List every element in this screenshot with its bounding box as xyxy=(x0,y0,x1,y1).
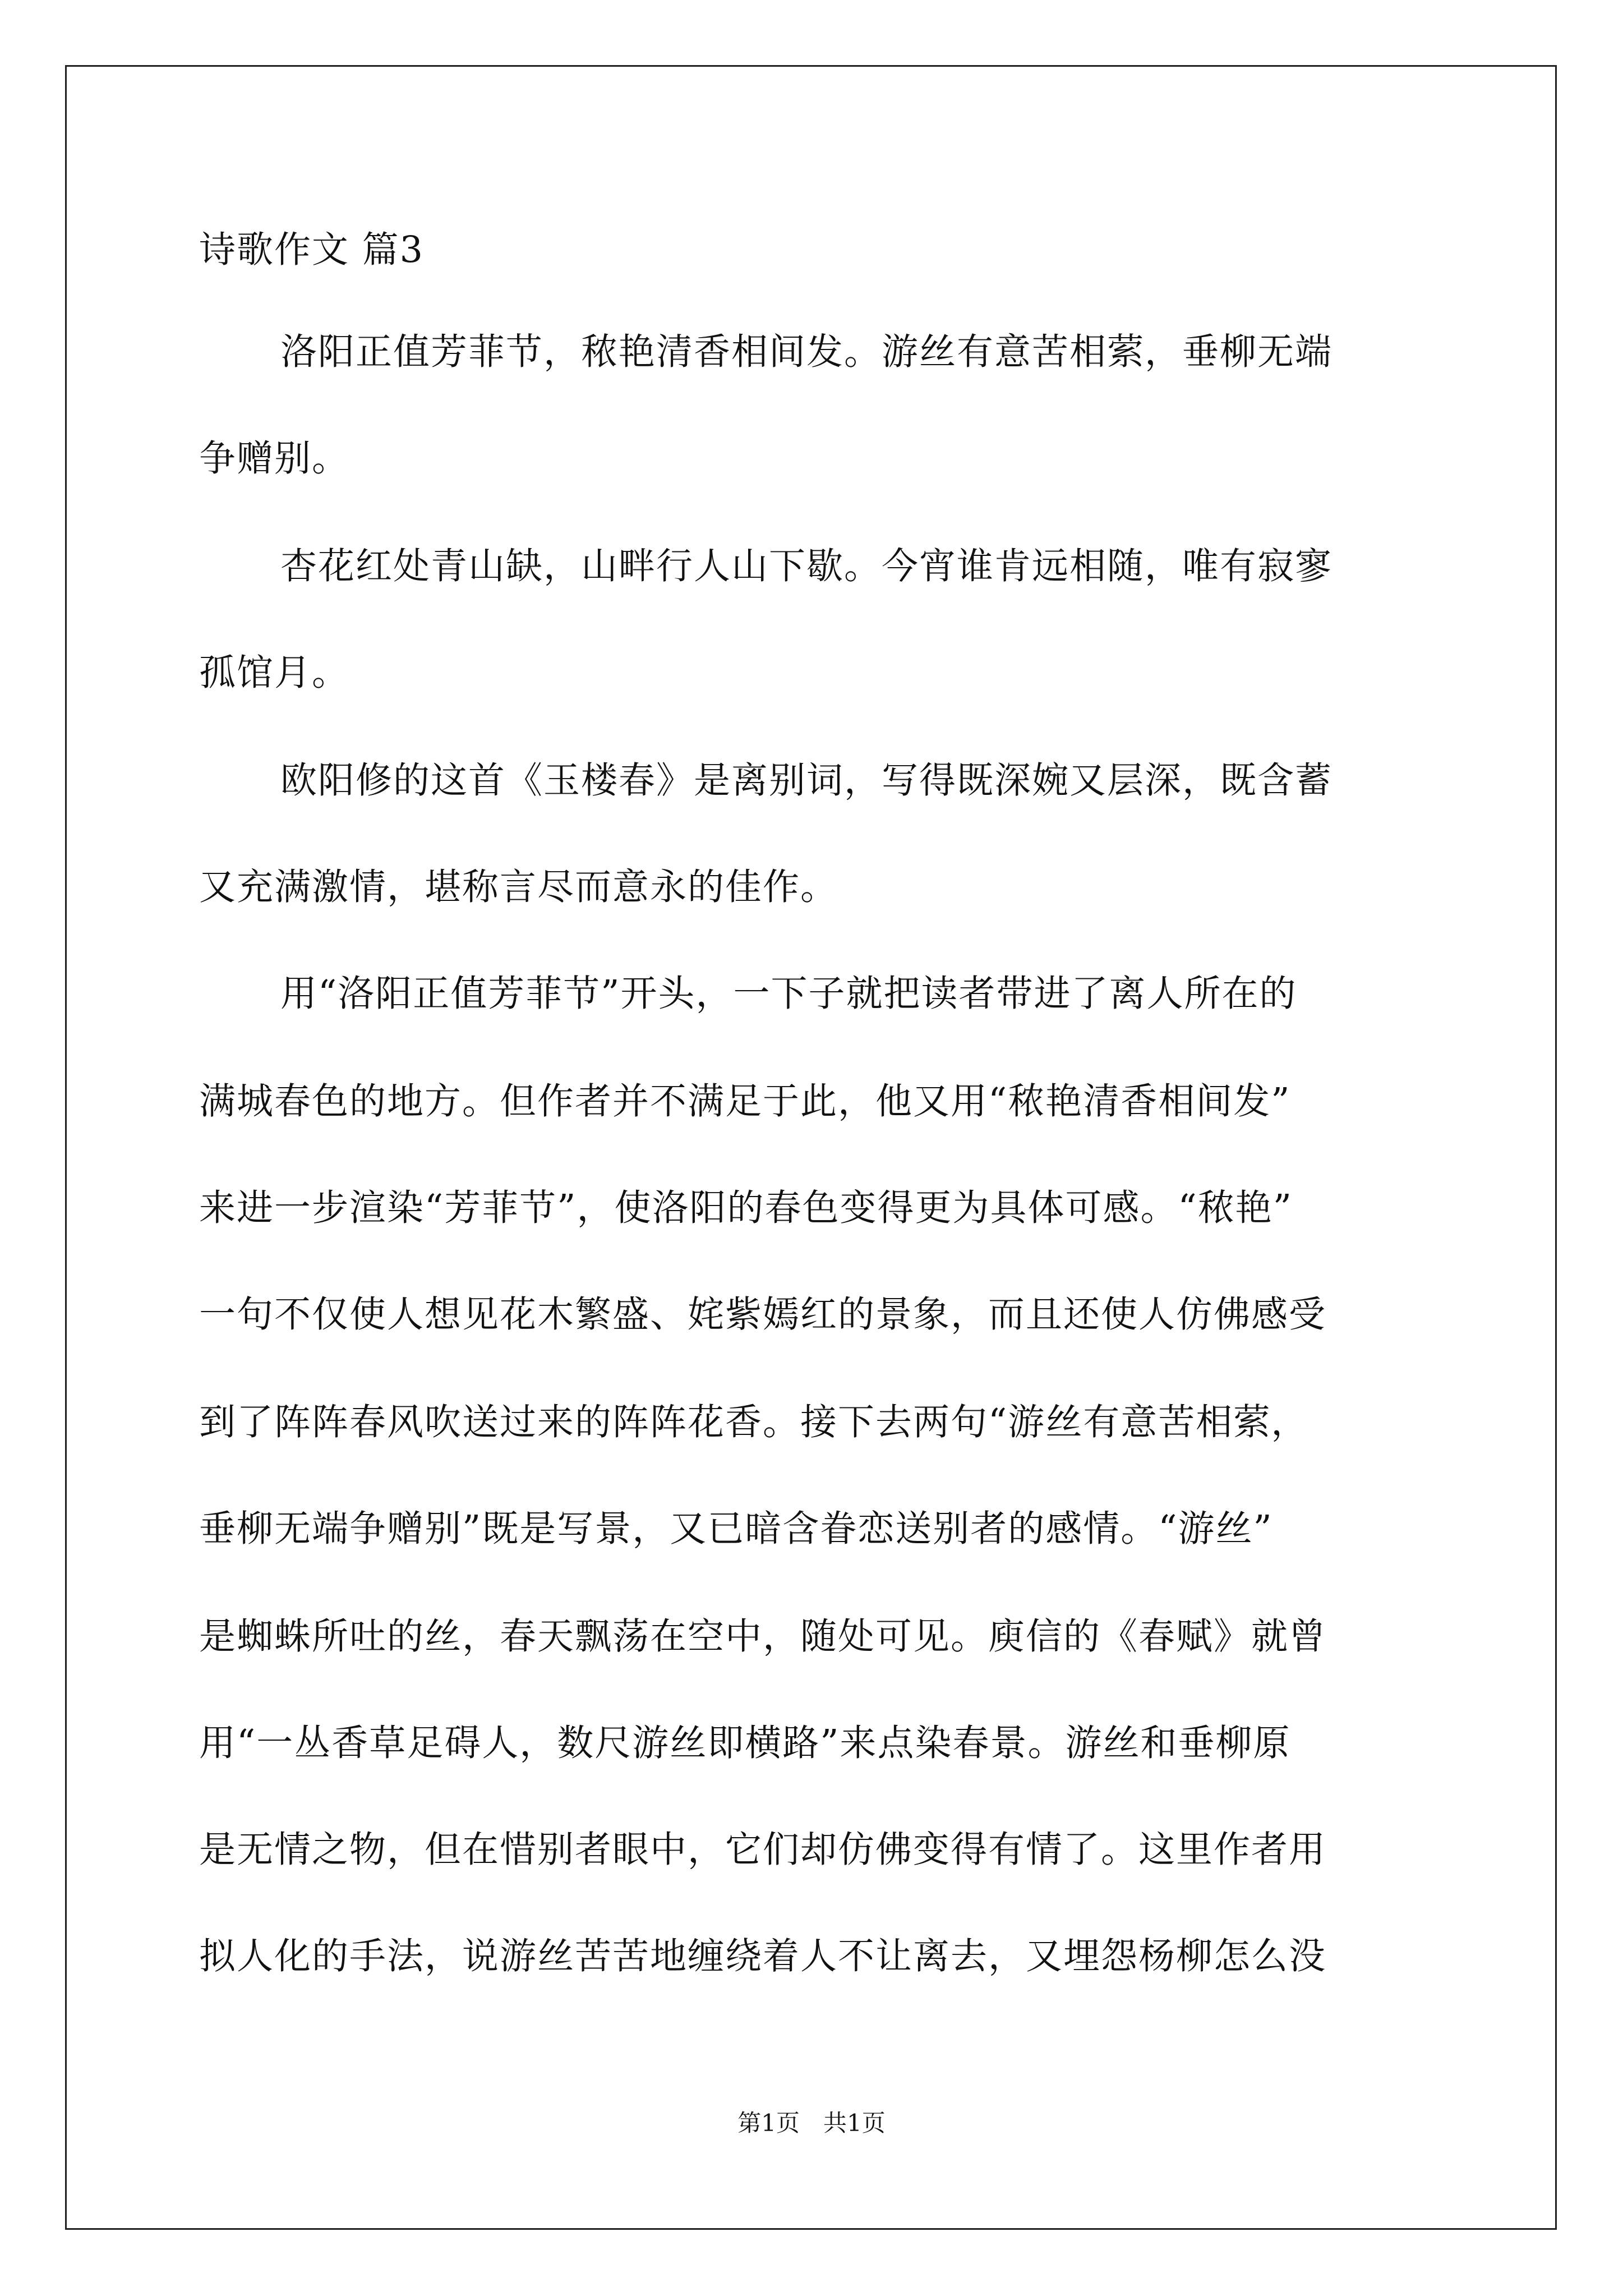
page-footer xyxy=(0,2109,1623,2137)
text-line-7: 用“洛阳正值芳菲节”开头，一下子就把读者带进了离人所在的 xyxy=(280,973,1297,1015)
text-line-10: 一句不仅使人想见花木繁盛、姹紫嫣红的景象，而且还使人仿佛感受 xyxy=(199,1294,1327,1336)
text-line-11: 到了阵阵春风吹送过来的阵阵花香。接下去两句“游丝有意苦相萦， xyxy=(199,1401,1309,1443)
text-line-14: 用“一丛香草足碍人，数尺游丝即横路”来点染春景。游丝和垂柳原 xyxy=(199,1722,1291,1764)
page-total: 共1页 xyxy=(823,2109,886,2137)
text-line-9: 来进一步渲染“芳菲节”，使洛阳的春色变得更为具体可感。“秾艳” xyxy=(199,1187,1293,1229)
document-title: 诗歌作文 篇3 xyxy=(199,229,425,271)
text-line-4: 孤馆月。 xyxy=(199,652,350,694)
text-line-12: 垂柳无端争赠别”既是写景，又已暗含眷恋送别者的感情。“游丝” xyxy=(199,1508,1273,1550)
page-number: 第1页 xyxy=(737,2109,800,2137)
text-line-15: 是无情之物，但在惜别者眼中，它们却仿佛变得有情了。这里作者用 xyxy=(199,1829,1327,1871)
text-line-5: 欧阳修的这首《玉楼春》是离别词，写得既深婉又层深，既含蓄 xyxy=(280,760,1333,802)
text-line-2: 争赠别。 xyxy=(199,438,350,480)
text-line-3: 杏花红处青山缺，山畔行人山下歇。今宵谁肯远相随，唯有寂寥 xyxy=(280,545,1333,587)
text-line-16: 拟人化的手法，说游丝苦苦地缠绕着人不让离去，又埋怨杨柳怎么没 xyxy=(199,1935,1327,1977)
text-line-6: 又充满激情，堪称言尽而意永的佳作。 xyxy=(199,866,838,908)
text-line-1: 洛阳正值芳菲节，秾艳清香相间发。游丝有意苦相萦，垂柳无端 xyxy=(280,331,1333,373)
text-line-8: 满城春色的地方。但作者并不满足于此，他又用“秾艳清香相间发” xyxy=(199,1080,1291,1122)
text-line-13: 是蜘蛛所吐的丝，春天飘荡在空中，随处可见。庾信的《春赋》就曾 xyxy=(199,1616,1327,1658)
page-border xyxy=(65,65,1557,2230)
